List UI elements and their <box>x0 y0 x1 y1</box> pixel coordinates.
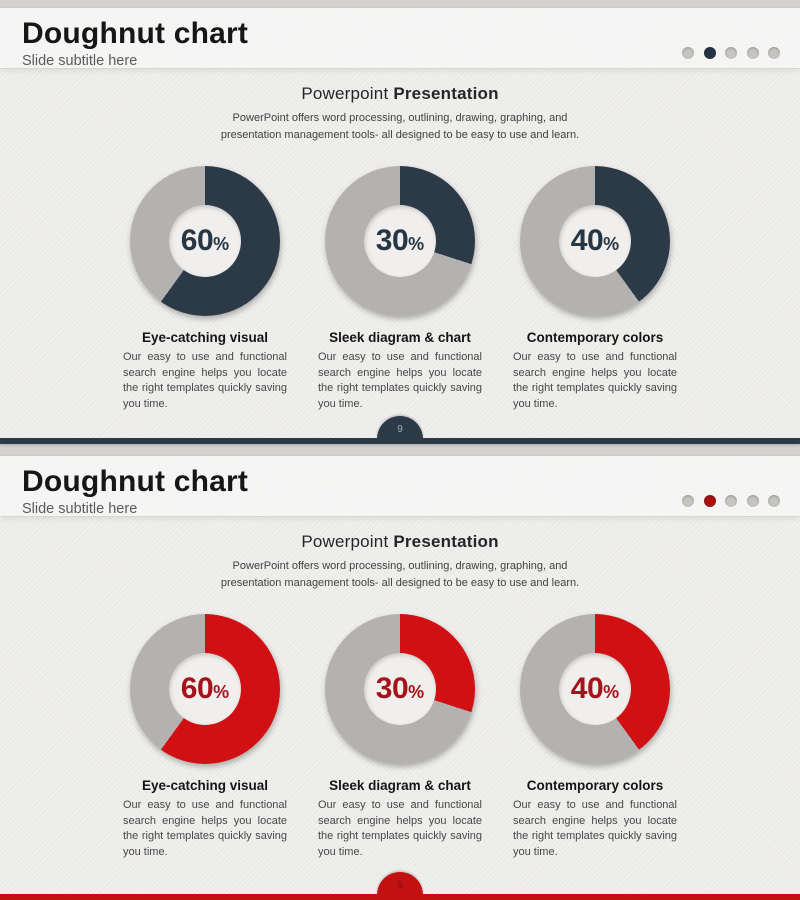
slide-dark <box>0 8 800 444</box>
percent-value: 60% <box>180 672 230 705</box>
doughnut-hole <box>364 205 436 277</box>
chart-column <box>123 166 287 412</box>
footer-bar <box>0 894 800 900</box>
chart-heading: Eye-catching visual <box>141 778 269 793</box>
section-heading-regular: Powerpoint <box>301 532 389 551</box>
percent-value: 30% <box>375 224 425 257</box>
chart-column <box>513 166 677 412</box>
pagination-dot-active <box>704 47 716 59</box>
percent-value: 60% <box>180 224 230 257</box>
charts-row <box>0 614 800 860</box>
footer-bar <box>0 438 800 444</box>
slide-subtitle: Slide subtitle here <box>22 53 138 69</box>
pagination-dot <box>768 47 780 59</box>
doughnut-chart-30 <box>325 166 475 316</box>
slide-red <box>0 456 800 900</box>
chart-heading: Contemporary colors <box>526 330 664 345</box>
chart-heading: Contemporary colors <box>526 778 664 793</box>
slide-subtitle: Slide subtitle here <box>22 501 138 517</box>
doughnut-hole <box>559 205 631 277</box>
chart-body-text: Our easy to use and functional search engine helps you locate the right templates quickly saving you time. <box>123 799 287 858</box>
slide-title: Doughnut chart <box>22 465 249 498</box>
chart-body-text: Our easy to use and functional search engine helps you locate the right templates quickly saving you time. <box>318 799 482 858</box>
pagination-dot-active <box>704 495 716 507</box>
chart-body-text: Our easy to use and functional search engine helps you locate the right templates quickly saving you time. <box>318 351 482 410</box>
chart-column <box>123 614 287 860</box>
charts-row <box>0 166 800 412</box>
doughnut-hole <box>364 653 436 725</box>
percent-value: 30% <box>375 672 425 705</box>
page-number-badge <box>377 416 423 439</box>
pagination-dot <box>768 495 780 507</box>
doughnut-hole <box>169 205 241 277</box>
slide-title: Doughnut chart <box>22 17 249 50</box>
section-heading-bold: Presentation <box>393 84 499 103</box>
section-heading-bold: Presentation <box>393 532 499 551</box>
slide-header <box>0 456 800 516</box>
page-number-badge <box>377 872 423 895</box>
doughnut-chart-60 <box>130 614 280 764</box>
pagination-dots <box>682 495 780 507</box>
pagination-dot <box>725 47 737 59</box>
pagination-dot <box>725 495 737 507</box>
page-number: 9 <box>397 880 403 891</box>
pagination-dot <box>747 47 759 59</box>
pagination-dot <box>682 47 694 59</box>
chart-column <box>318 166 482 412</box>
percent-value: 40% <box>570 224 620 257</box>
chart-heading: Sleek diagram & chart <box>329 330 471 345</box>
chart-column <box>318 614 482 860</box>
section-description: PowerPoint offers word processing, outlining, drawing, graphing, and presentation management tools- all designed to be easy to use and learn. <box>220 560 580 589</box>
section-heading-regular: Powerpoint <box>301 84 389 103</box>
section-heading <box>0 532 800 552</box>
slide-header <box>0 8 800 68</box>
doughnut-hole <box>169 653 241 725</box>
doughnut-chart-40 <box>520 614 670 764</box>
chart-column <box>513 614 677 860</box>
pagination-dots <box>682 47 780 59</box>
chart-heading: Sleek diagram & chart <box>329 778 471 793</box>
pagination-dot <box>682 495 694 507</box>
chart-body-text: Our easy to use and functional search engine helps you locate the right templates quickly saving you time. <box>513 351 677 410</box>
chart-body-text: Our easy to use and functional search engine helps you locate the right templates quickly saving you time. <box>123 351 287 410</box>
doughnut-chart-40 <box>520 166 670 316</box>
percent-value: 40% <box>570 672 620 705</box>
page-number: 9 <box>397 424 403 435</box>
pagination-dot <box>747 495 759 507</box>
doughnut-hole <box>559 653 631 725</box>
section-description: PowerPoint offers word processing, outlining, drawing, graphing, and presentation management tools- all designed to be easy to use and learn. <box>220 112 580 141</box>
section-heading <box>0 84 800 104</box>
doughnut-chart-30 <box>325 614 475 764</box>
doughnut-chart-60 <box>130 166 280 316</box>
chart-body-text: Our easy to use and functional search engine helps you locate the right templates quickly saving you time. <box>513 799 677 858</box>
chart-heading: Eye-catching visual <box>141 330 269 345</box>
